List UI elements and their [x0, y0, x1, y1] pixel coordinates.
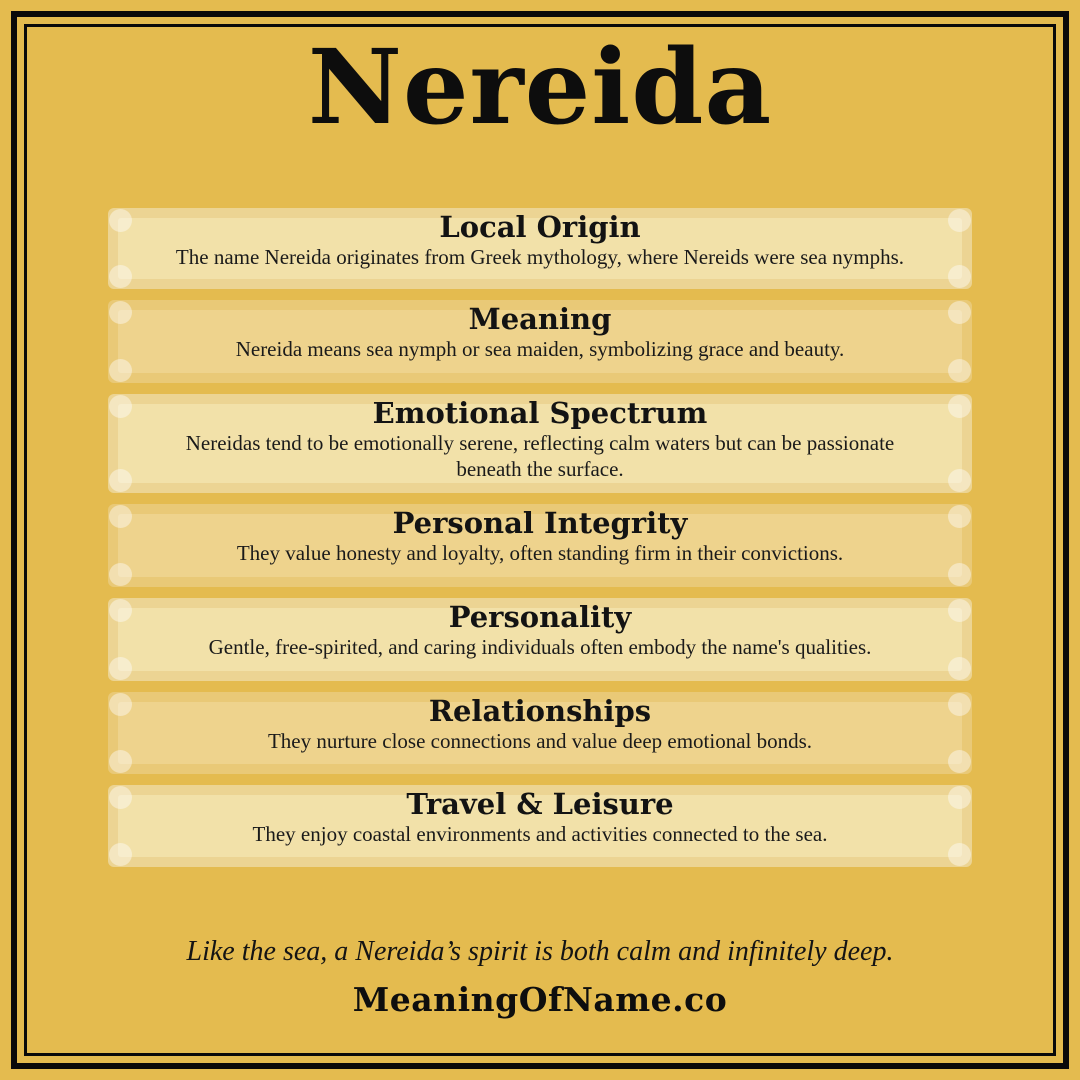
- corner-dot: [948, 563, 971, 586]
- corner-dot: [109, 563, 132, 586]
- corner-dot: [948, 359, 971, 382]
- card-travel-leisure: [108, 785, 972, 867]
- card-title: Personality: [448, 600, 632, 634]
- card-title: Travel & Leisure: [406, 787, 674, 821]
- card-title: Personal Integrity: [392, 506, 688, 540]
- card-meaning: [108, 300, 972, 383]
- card-emotional-spectrum: [108, 394, 972, 493]
- card-title: Local Origin: [439, 210, 641, 244]
- corner-dot: [109, 657, 132, 680]
- corner-dot: [109, 359, 132, 382]
- card-personality: [108, 598, 972, 681]
- card-content: [108, 394, 972, 482]
- card-body: Nereidas tend to be emotionally serene, reflecting calm waters but can be passionate beneath the surface.: [185, 431, 895, 481]
- info-card-list: [108, 208, 972, 867]
- card-local-origin: [108, 208, 972, 289]
- card-body: Nereida means sea nymph or sea maiden, symbolizing grace and beauty.: [235, 337, 845, 361]
- card-content: [108, 208, 972, 270]
- card-content: [108, 504, 972, 566]
- card-content: [108, 785, 972, 847]
- card-personal-integrity: [108, 504, 972, 587]
- card-content: [108, 598, 972, 660]
- card-body: Gentle, free-spirited, and caring individuals often embody the name's qualities.: [208, 635, 872, 659]
- card-content: [108, 300, 972, 362]
- card-body: They nurture close connections and value deep emotional bonds.: [267, 729, 813, 753]
- page-title: Nereida: [307, 27, 773, 148]
- corner-dot: [948, 657, 971, 680]
- card-relationships: [108, 692, 972, 774]
- card-content: [108, 692, 972, 754]
- site-branding: MeaningOfName.co: [352, 980, 728, 1019]
- tagline-quote: Like the sea, a Nereida’s spirit is both calm and infinitely deep.: [186, 936, 894, 967]
- card-body: They value honesty and loyalty, often standing firm in their convictions.: [236, 541, 844, 565]
- card-title: Relationships: [428, 694, 652, 728]
- card-title: Emotional Spectrum: [372, 396, 708, 430]
- card-title: Meaning: [468, 302, 612, 336]
- card-body: The name Nereida originates from Greek mythology, where Nereids were sea nymphs.: [175, 245, 905, 269]
- card-body: They enjoy coastal environments and activities connected to the sea.: [252, 822, 828, 846]
